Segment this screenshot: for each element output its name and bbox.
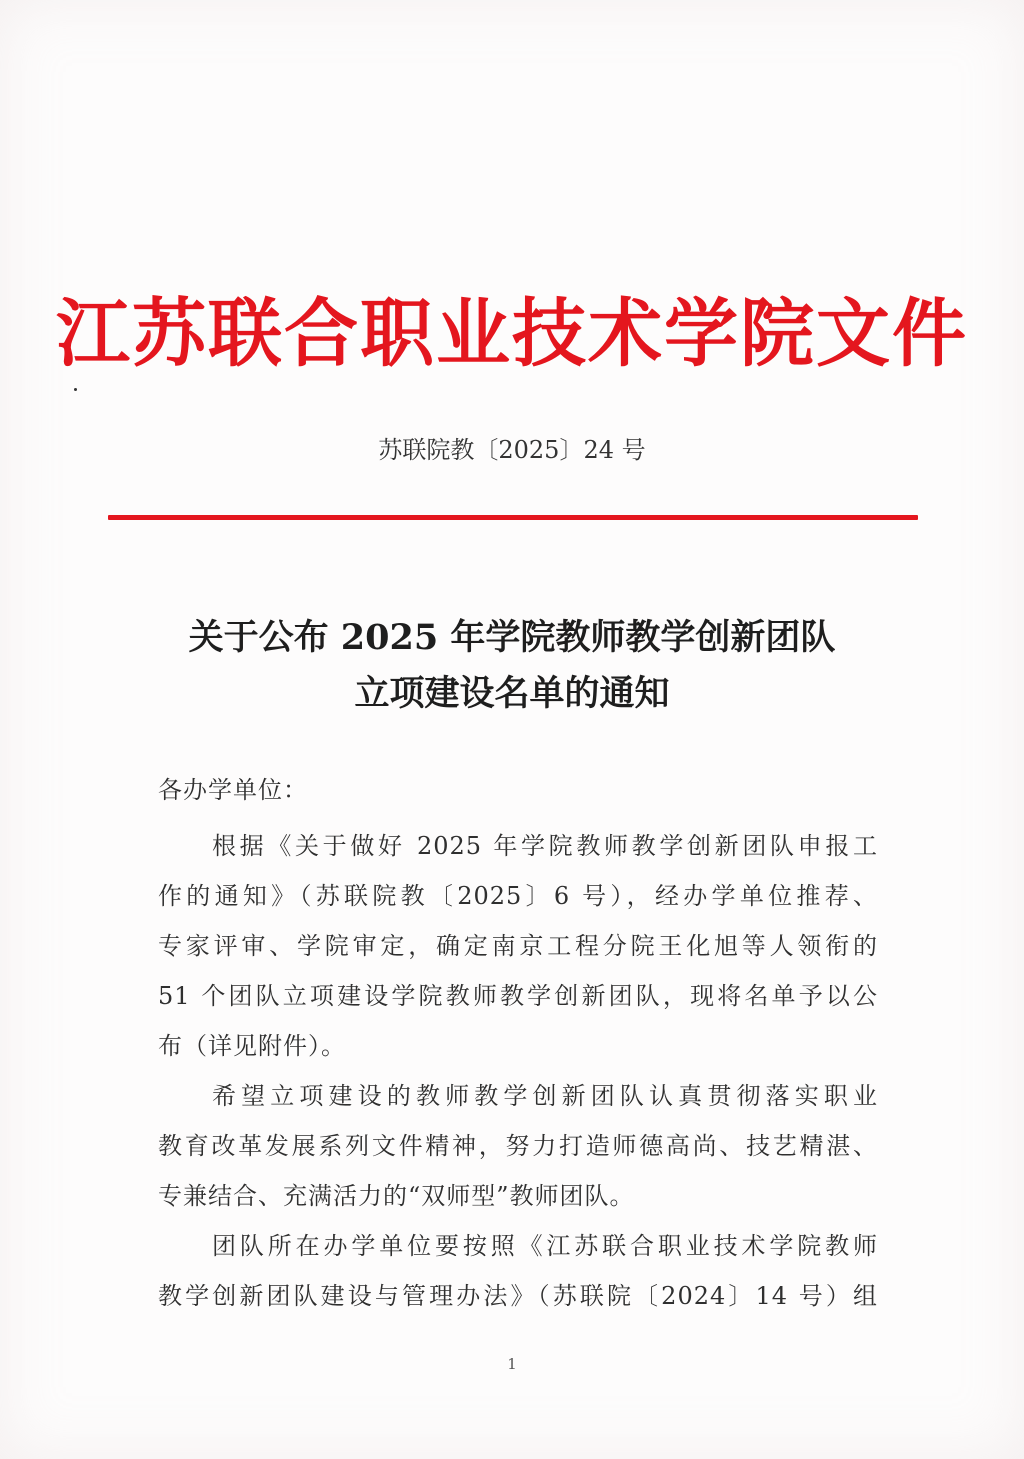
paragraph-line: 团队所在办学单位要按照《江苏联合职业技术学院教师 [212, 1232, 878, 1260]
notice-title-line-2: 立项建设名单的通知 [354, 673, 670, 714]
paragraph-line: 51 个团队立项建设学院教师教学创新团队，现将名单予以公 [158, 982, 878, 1010]
page-number: 1 [507, 1355, 517, 1373]
paragraph-3 [158, 1221, 878, 1321]
document-header-title: 江苏联合职业技术学院文件 [56, 291, 968, 377]
paragraph-line: 希望立项建设的教师教学创新团队认真贯彻落实职业 [212, 1082, 878, 1110]
red-separator-line [108, 515, 918, 520]
paragraph-line: 专家评审、学院审定，确定南京工程分院王化旭等人领衔的 [158, 932, 878, 960]
paragraph-line: 作的通知》（苏联院教〔2025〕6 号），经办学单位推荐、 [158, 882, 878, 910]
notice-body [158, 765, 878, 1321]
paragraph-line: 根据《关于做好 2025 年学院教师教学创新团队申报工 [212, 832, 878, 860]
document-number: 苏联院教〔2025〕24 号 [378, 436, 646, 464]
paragraph-1 [158, 821, 878, 1071]
notice-title-line-1: 关于公布 2025 年学院教师教学创新团队 [188, 617, 836, 658]
paragraph-2 [158, 1071, 878, 1221]
paragraph-line: 专兼结合、充满活力的“双师型”教师团队。 [158, 1182, 635, 1210]
paragraph-line: 教学创新团队建设与管理办法》（苏联院〔2024〕14 号）组 [158, 1282, 878, 1310]
notice-title [0, 610, 1024, 722]
scan-speck [74, 388, 77, 391]
paragraph-line: 布（详见附件）。 [158, 1032, 346, 1060]
paragraph-line: 教育改革发展系列文件精神，努力打造师德高尚、技艺精湛、 [158, 1132, 878, 1160]
salutation: 各办学单位： [158, 776, 308, 804]
